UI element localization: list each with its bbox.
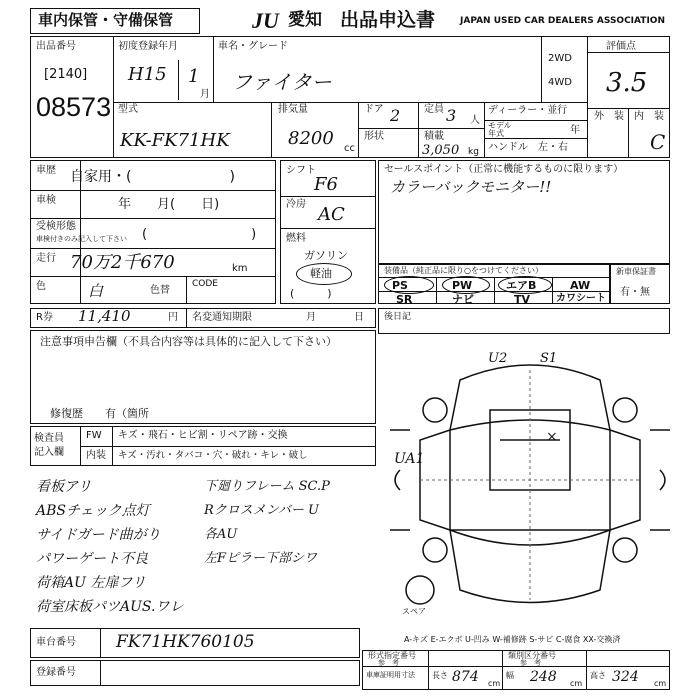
equipment-navi: ナビ — [452, 293, 474, 306]
fuel-label: 燃料 — [286, 233, 306, 244]
equipment-sr: SR — [396, 293, 413, 306]
chassis-value: FK71HK760105 — [116, 632, 255, 652]
color-code-label: CODE — [192, 279, 218, 289]
equipment-ps: PS — [392, 279, 408, 292]
color-value: 白 — [88, 282, 104, 300]
inspector-note: パワーゲート不良 — [36, 551, 148, 567]
load-value: 3,050 — [422, 143, 460, 158]
name-change-month: 月 — [306, 312, 316, 323]
width-label: 幅 — [506, 671, 514, 680]
doors-label: ドア — [364, 104, 384, 115]
damage-mark-s1: S1 — [540, 351, 558, 366]
length-value: 874 — [452, 669, 479, 685]
equipment-leather-seat: カワシート — [556, 293, 606, 304]
inspection-value: 年 月( 日) — [118, 197, 220, 212]
recycle-unit: 円 — [168, 312, 178, 323]
shift-label: シフト — [286, 165, 316, 176]
interior-grade: C — [650, 130, 666, 154]
grade-label: 評価点 — [606, 41, 636, 52]
chassis-label: 車台番号 — [36, 637, 76, 648]
exterior-label: 外 装 — [594, 111, 624, 122]
interior-inspect-label: 内装 — [86, 450, 106, 461]
inspector-label: 検査員 記入欄 — [34, 433, 64, 458]
height-value: 324 — [612, 669, 639, 685]
capacity-label: 定員 — [424, 104, 444, 115]
registration-month: 1 — [188, 66, 200, 87]
history-value: 自家用・( ) — [70, 169, 235, 185]
association-name: JAPAN USED CAR DEALERS ASSOCIATION — [460, 16, 665, 26]
ac-label: 冷房 — [286, 199, 306, 210]
kg-unit: kg — [468, 147, 479, 157]
handle-label: ハンドル 左・右 — [488, 142, 568, 153]
lot-number: 08573 — [36, 92, 112, 122]
equipment-airbag-circle — [498, 276, 552, 294]
inspector-note-right: Rクロスメンバー U — [204, 503, 319, 518]
class-label: 類別区分番号 — [508, 651, 556, 660]
color-change-label: 色替 — [150, 285, 170, 296]
width-value: 248 — [530, 669, 557, 685]
reg-number-label: 登録番号 — [36, 667, 76, 678]
displacement-label: 排気量 — [278, 104, 308, 115]
inspector-note-right: 左Fピラー下部シワ — [204, 551, 318, 566]
notes-label: 注意事項申告欄（不具合内容等は具体的に記入して下さい） — [40, 335, 337, 348]
model-name: ファイター — [232, 70, 332, 94]
inspector-note: 荷室床板パツAUS.ワレ — [36, 599, 184, 615]
shift-value: F6 — [314, 174, 338, 195]
equipment-aw: AW — [570, 279, 591, 292]
equipment-label: 装備品（純正品に限り○をつけてください） — [384, 266, 543, 275]
storage-label: 車内保管・守備保管 — [38, 11, 174, 29]
body-label: 形状 — [364, 131, 384, 142]
ac-value: AC — [318, 204, 345, 225]
damage-mark-u2: U2 — [488, 351, 508, 366]
equipment-pw-circle — [442, 276, 490, 294]
doors-value: 2 — [390, 106, 401, 125]
cert-size-label: 車庫証明用寸法 — [366, 671, 415, 679]
inspector-note: 看板アリ — [36, 479, 92, 495]
type-value: KK-FK71HK — [120, 130, 230, 151]
fuel-gasoline: ガソリン — [304, 249, 348, 262]
evaluation-score: 3.5 — [606, 68, 648, 98]
height-unit: cm — [654, 679, 667, 688]
length-label: 長さ — [432, 671, 448, 680]
lot-sub-number: [2140] — [44, 67, 88, 82]
dealer-label: ディーラー・並行 — [488, 105, 568, 116]
checked-note: 車検付きのみ記入して下さい — [36, 235, 127, 243]
car-diagram — [390, 350, 670, 620]
equipment-pw: PW — [452, 279, 473, 292]
inspector-note: サイドガード曲がり — [36, 527, 161, 543]
fw-items: キズ・飛石・ヒビ割・リペア跡・交換 — [118, 430, 288, 441]
capacity-unit: 人 — [470, 115, 480, 126]
year-unit: 年 — [570, 125, 580, 136]
spare-label: スペア — [402, 607, 426, 616]
after-damage-box — [378, 308, 670, 334]
damage-legend: A-キズ E-エクボ U-凹み W-補修跡 S-サビ C-腐食 XX-交換済 — [404, 635, 621, 644]
fw-label: FW — [86, 430, 102, 441]
drive-4wd: 4WD — [548, 77, 572, 88]
ref-label-2: 参 考 — [520, 659, 541, 667]
lot-number-label: 出品番号 — [36, 41, 76, 52]
inspector-note-right: 下廻りフレーム SC.P — [204, 479, 330, 494]
width-unit: cm — [570, 679, 583, 688]
recycle-label: R券 — [36, 312, 53, 323]
load-label: 積載 — [424, 131, 444, 142]
km-unit: km — [232, 263, 248, 274]
repair-label: 修復歴 有（箇所 — [50, 407, 149, 420]
color-label: 色 — [36, 281, 46, 292]
checked-label: 受検形態 — [36, 221, 76, 232]
displacement-value: 8200 — [288, 128, 334, 149]
height-label: 高さ — [590, 671, 606, 680]
interior-items: キズ・汚れ・タバコ・穴・破れ・キレ・破し — [118, 450, 308, 461]
brand-name: 愛知 — [288, 10, 322, 30]
registration-month-unit: 月 — [200, 89, 210, 100]
type-label: 型式 — [118, 104, 138, 115]
length-unit: cm — [488, 679, 501, 688]
model-year-label: モデル 年式 — [488, 121, 512, 138]
name-change-day: 日 — [354, 312, 364, 323]
inspector-note-right: 各AU — [204, 527, 238, 542]
ju-logo: JU — [252, 8, 279, 33]
sales-point-label: セールスポイント（正常に機能するものに限ります） — [384, 164, 624, 175]
mileage-value: 70万2千670 — [70, 252, 175, 273]
form-title: 出品申込書 — [340, 9, 436, 31]
reg-number-row — [30, 660, 360, 686]
warranty-value: 有・無 — [620, 287, 650, 298]
sales-point-box — [378, 160, 670, 264]
fuel-diesel: 軽油 — [310, 267, 332, 280]
damage-mark-x: × — [546, 429, 558, 445]
inspector-note: 荷箱AU 左扉フリ — [36, 575, 146, 591]
name-change-label: 名変通知期限 — [192, 312, 252, 323]
model-name-label: 車名・グレード — [218, 41, 288, 52]
cc-unit: cc — [344, 143, 355, 154]
registration-era-year: H15 — [128, 64, 167, 85]
recycle-value: 11,410 — [78, 307, 131, 325]
checked-value: ( ) — [142, 227, 257, 242]
mileage-label: 走行 — [36, 253, 56, 264]
history-label: 車歴 — [36, 165, 56, 176]
equipment-ps-circle — [384, 276, 434, 294]
equipment-airbag: エアB — [506, 279, 537, 292]
capacity-value: 3 — [446, 106, 457, 125]
after-damage-label: 後日記 — [384, 312, 412, 322]
inspector-note: ABSチェック点灯 — [36, 503, 150, 519]
equipment-tv: TV — [514, 293, 531, 306]
inspection-label: 車検 — [36, 195, 56, 206]
sales-point-value: カラーバックモニター!! — [390, 178, 552, 196]
type-cert-label: 形式指定番号 — [368, 651, 416, 660]
ref-label-1: 参 考 — [378, 659, 399, 667]
fuel-other: ( ) — [290, 287, 332, 300]
interior-label: 内 装 — [634, 111, 664, 122]
first-registration-label: 初度登録年月 — [118, 41, 178, 52]
drive-2wd: 2WD — [548, 53, 572, 64]
warranty-label: 新車保証書 — [616, 267, 656, 276]
damage-mark-ua1: UA1 — [394, 451, 425, 467]
